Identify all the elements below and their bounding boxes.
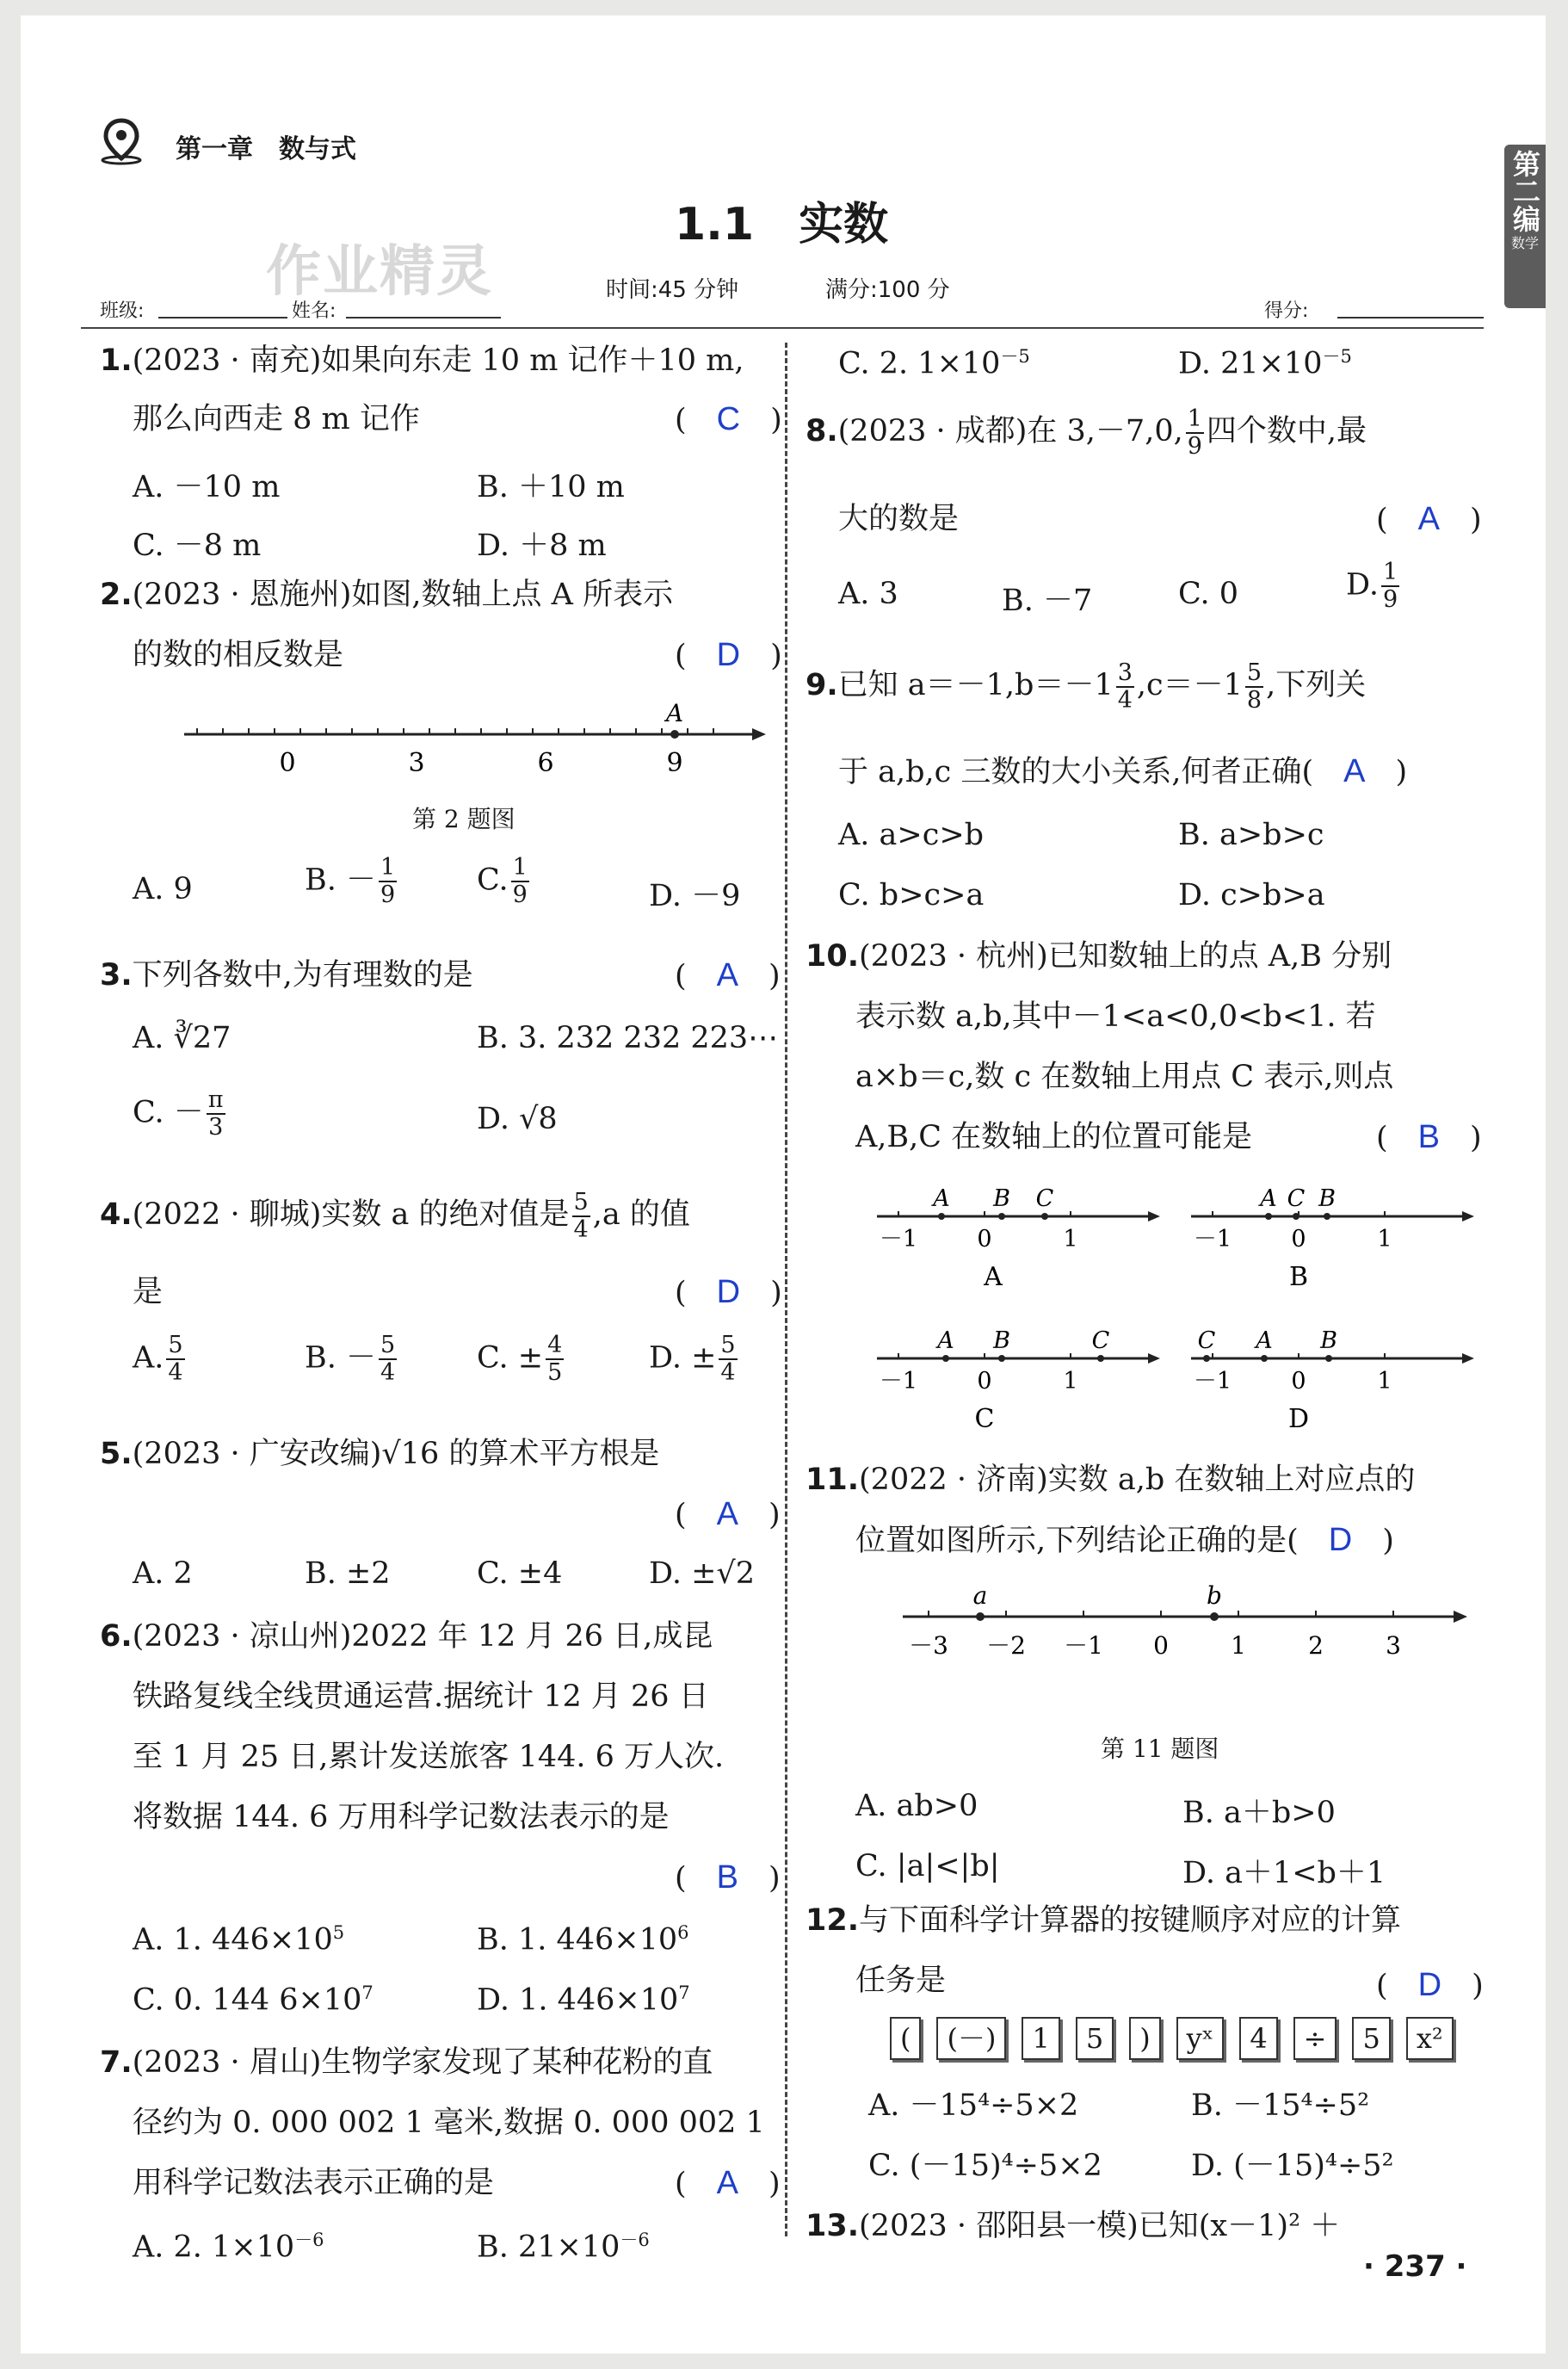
q2-line1: 2.(2023 · 恩施州)如图,数轴上点 A 所表示 bbox=[100, 578, 674, 612]
q10b-point-c: C bbox=[1287, 1185, 1306, 1212]
q10b-tick-1: 1 bbox=[1377, 1226, 1392, 1253]
q9-option-d: D. c>b>a bbox=[1178, 878, 1325, 912]
q11-tick-neg2: －2 bbox=[986, 1631, 1026, 1660]
q1-option-c: C. －8 m bbox=[133, 529, 262, 563]
q10b-tick-0: 0 bbox=[1291, 1226, 1306, 1253]
q1-line2: 那么向西走 8 m 记作 bbox=[133, 402, 420, 436]
q10-option-c-label: C bbox=[974, 1404, 995, 1434]
q7-option-b: B. $21\times 10^{-6}$ bbox=[477, 2230, 650, 2265]
q5-answer: A bbox=[716, 1496, 739, 1532]
q6-option-a: A. 1. $446\times 10^5$ bbox=[133, 1922, 345, 1958]
q5-option-a: A. 2 bbox=[133, 1556, 193, 1591]
q11-figure-caption: 第 11 题图 bbox=[1101, 1735, 1219, 1763]
q7-option-a: A. 2. $1\times 10^{-6}$ bbox=[133, 2230, 324, 2265]
q5-line1: 5.(2023 · 广安改编)√16 的算术平方根是 bbox=[100, 1437, 660, 1471]
q4-option-d: D. ± $\frac{5}{4}$ bbox=[649, 1332, 736, 1386]
q4-answer: D bbox=[716, 1274, 741, 1310]
q2-tick-6: 6 bbox=[537, 748, 554, 778]
q10d-tick-1: 1 bbox=[1377, 1368, 1392, 1395]
q2-answer: D bbox=[716, 637, 741, 673]
q8-line1: 8.(2023 · 成都)在 3,－7,0, $\frac{1}{9}$ 四个数中,最 bbox=[806, 405, 1367, 460]
q8-option-a: A. 3 bbox=[838, 577, 898, 611]
q10a-tick-neg1: －1 bbox=[879, 1226, 918, 1253]
q10d-tick-neg1: －1 bbox=[1193, 1368, 1232, 1395]
q10d-point-c: C bbox=[1197, 1327, 1216, 1354]
q10a-point-a: A bbox=[933, 1185, 950, 1212]
column-divider bbox=[785, 343, 787, 2236]
q12-line1: 12.与下面科学计算器的按键顺序对应的计算 bbox=[806, 1903, 1402, 1938]
q11-tick-neg3: －3 bbox=[909, 1631, 948, 1660]
q10c-point-b: B bbox=[993, 1327, 1010, 1354]
q10-option-a-label: A bbox=[984, 1262, 1003, 1292]
q11-option-d: D. a＋1<b＋1 bbox=[1182, 1856, 1386, 1890]
q2-option-d: D. －9 bbox=[649, 879, 741, 913]
q7-answer-bracket: ( A ) bbox=[675, 2165, 781, 2201]
q10-figure-c bbox=[860, 1315, 1165, 1444]
q12-option-b: B. －15⁴÷5² bbox=[1191, 2088, 1370, 2123]
q11-line2: 位置如图所示,下列结论正确的是( D ) bbox=[855, 1522, 1394, 1558]
q2-option-b: B. － $\frac{1}{9}$ bbox=[305, 854, 396, 908]
q10-figure-d bbox=[1174, 1315, 1484, 1444]
q4-option-c: C. ± $\frac{4}{5}$ bbox=[477, 1332, 563, 1386]
full-score: 满分:100 分 bbox=[825, 277, 950, 303]
q3-answer: A bbox=[716, 957, 739, 993]
q3-answer-bracket: ( A ) bbox=[675, 957, 781, 993]
q10b-point-b: B bbox=[1318, 1185, 1336, 1212]
q10-line4: A,B,C 在数轴上的位置可能是 bbox=[855, 1120, 1253, 1154]
header-rule bbox=[81, 327, 1484, 329]
key-power: yˣ bbox=[1176, 2017, 1225, 2060]
q5-option-b: B. ±2 bbox=[305, 1556, 391, 1591]
q10-option-d-label: D bbox=[1287, 1404, 1310, 1434]
q9-option-a: A. a>c>b bbox=[838, 818, 985, 852]
q4-line1: 4.(2022 · 聊城)实数 a 的绝对值是 $\frac{5}{4}$ ,a 的值 bbox=[100, 1188, 690, 1243]
q6-option-c: C. 0. 144 $6\times 10^7$ bbox=[133, 1982, 373, 2018]
q10d-point-b: B bbox=[1320, 1327, 1337, 1354]
q10b-tick-neg1: －1 bbox=[1193, 1226, 1232, 1253]
q1-option-d: D. ＋8 m bbox=[477, 529, 607, 563]
q13-line1: 13.(2023 · 邵阳县一模)已知(x－1)² ＋ bbox=[806, 2209, 1341, 2243]
q10c-tick-1: 1 bbox=[1063, 1368, 1078, 1395]
q2-figure-caption: 第 2 题图 bbox=[412, 805, 515, 833]
q7-answer: A bbox=[716, 2165, 739, 2201]
q2-answer-bracket: ( D ) bbox=[675, 637, 782, 673]
q2-point-a-label: A bbox=[665, 699, 684, 727]
q3-option-b: B. 3. 232 232 223⋯ bbox=[477, 1021, 779, 1055]
q4-line2: 是 bbox=[133, 1275, 164, 1309]
q12-option-a: A. －15⁴÷5×2 bbox=[868, 2088, 1079, 2123]
q12-key-sequence bbox=[890, 2017, 1469, 2060]
q10b-point-a: A bbox=[1260, 1185, 1277, 1212]
q7-line1: 7.(2023 · 眉山)生物学家发现了某种花粉的直 bbox=[100, 2045, 713, 2080]
key-close-paren: ) bbox=[1129, 2017, 1160, 2060]
q11-line1: 11.(2022 · 济南)实数 a,b 在数轴上对应点的 bbox=[806, 1463, 1416, 1497]
q6-option-d: D. 1. $446\times 10^7$ bbox=[477, 1982, 690, 2018]
side-tab-label: 第二编 bbox=[1509, 150, 1541, 232]
q8-option-b: B. －7 bbox=[1002, 584, 1093, 618]
class-label: 班级: bbox=[100, 300, 145, 322]
q11-tick-neg1: －1 bbox=[1064, 1631, 1103, 1660]
q10a-tick-0: 0 bbox=[977, 1226, 992, 1253]
q9-answer: A bbox=[1343, 753, 1366, 789]
q1-answer: C bbox=[716, 401, 741, 437]
q2-option-c: C. $\frac{1}{9}$ bbox=[477, 854, 528, 908]
q10d-point-a: A bbox=[1256, 1327, 1273, 1354]
q11-option-a: A. ab>0 bbox=[855, 1789, 978, 1823]
q5-option-c: C. ±4 bbox=[477, 1556, 563, 1591]
q2-line2: 的数的相反数是 bbox=[133, 638, 344, 672]
score-label: 得分: bbox=[1264, 300, 1309, 322]
q10-figure-a bbox=[873, 1173, 1165, 1302]
q3-option-c: C. － $\frac{\pi}{3}$ bbox=[133, 1086, 224, 1141]
q3-line1: 3.下列各数中,为有理数的是 bbox=[100, 958, 473, 993]
q6-line2: 铁路复线全线贯通运营.据统计 12 月 26 日 bbox=[133, 1679, 709, 1714]
q10-answer-bracket: ( B ) bbox=[1376, 1119, 1482, 1155]
q11-tick-0: 0 bbox=[1153, 1631, 1169, 1660]
q8-answer: A bbox=[1417, 501, 1441, 537]
q12-line2: 任务是 bbox=[855, 1964, 947, 1998]
score-blank[interactable] bbox=[1337, 317, 1484, 319]
q10-line3: a×b＝c,数 c 在数轴上用点 C 表示,则点 bbox=[855, 1060, 1394, 1094]
q7-option-c: C. 2. $1\times 10^{-5}$ bbox=[838, 346, 1030, 381]
q12-option-d: D. (－15)⁴÷5² bbox=[1191, 2149, 1394, 2183]
q8-option-c: C. 0 bbox=[1178, 577, 1239, 611]
q9-line2: 于 a,b,c 三数的大小关系,何者正确( A ) bbox=[838, 753, 1408, 789]
q11-point-b-label: b bbox=[1207, 1581, 1222, 1610]
q12-option-c: C. (－15)⁴÷5×2 bbox=[868, 2149, 1102, 2183]
q10c-point-a: A bbox=[937, 1327, 954, 1354]
q6-answer: B bbox=[716, 1859, 739, 1896]
side-tab bbox=[1504, 145, 1546, 308]
q6-line4: 将数据 144. 6 万用科学记数法表示的是 bbox=[133, 1800, 670, 1834]
q10-answer: B bbox=[1417, 1119, 1441, 1155]
section-title: 1.1 实数 bbox=[675, 199, 889, 251]
q2-option-a: A. 9 bbox=[133, 872, 193, 906]
q7-line2: 径约为 0. 000 002 1 毫米,数据 0. 000 002 1 bbox=[133, 2106, 765, 2140]
q7-option-d: D. $21\times 10^{-5}$ bbox=[1178, 346, 1352, 381]
q8-line2: 大的数是 bbox=[838, 502, 960, 536]
q8-option-d: D. $\frac{1}{9}$ bbox=[1346, 559, 1398, 613]
location-pin-icon bbox=[100, 117, 143, 165]
side-tab-subject: 数学 bbox=[1510, 235, 1539, 251]
q3-option-d: D. √8 bbox=[477, 1102, 558, 1136]
key-negative: (－) bbox=[936, 2017, 1006, 2060]
key-4: 4 bbox=[1239, 2017, 1277, 2060]
q10-line2: 表示数 a,b,其中－1<a<0,0<b<1. 若 bbox=[855, 999, 1376, 1034]
class-blank[interactable] bbox=[158, 317, 287, 319]
name-blank[interactable] bbox=[346, 317, 501, 319]
q5-option-d: D. ±√2 bbox=[649, 1556, 755, 1591]
q10c-point-c: C bbox=[1091, 1327, 1110, 1354]
q11-option-c: C. |a|<|b| bbox=[855, 1849, 1000, 1883]
key-divide: ÷ bbox=[1293, 2017, 1337, 2060]
q10c-tick-neg1: －1 bbox=[879, 1368, 918, 1395]
q1-option-b: B. ＋10 m bbox=[477, 470, 625, 504]
q4-option-b: B. － $\frac{5}{4}$ bbox=[305, 1332, 396, 1386]
chapter-title: 第一章 数与式 bbox=[176, 134, 356, 164]
q10-line1: 10.(2023 · 杭州)已知数轴上的点 A,B 分别 bbox=[806, 939, 1392, 974]
watermark: 作业精灵 bbox=[266, 240, 493, 304]
q2-tick-9: 9 bbox=[666, 748, 683, 778]
q11-number-line bbox=[886, 1578, 1479, 1673]
key-square: x² bbox=[1406, 2017, 1454, 2060]
q12-answer-bracket: ( D ) bbox=[1376, 1967, 1484, 2003]
q10a-point-b: B bbox=[993, 1185, 1010, 1212]
time-limit: 时间:45 分钟 bbox=[606, 277, 739, 303]
q8-answer-bracket: ( A ) bbox=[1376, 501, 1482, 537]
q5-answer-bracket: ( A ) bbox=[675, 1496, 781, 1532]
q11-point-a-label: a bbox=[972, 1581, 988, 1610]
q11-answer: D bbox=[1328, 1522, 1353, 1558]
q11-tick-3: 3 bbox=[1386, 1631, 1401, 1660]
q11-option-b: B. a＋b>0 bbox=[1182, 1796, 1336, 1830]
q2-number-line bbox=[167, 696, 769, 782]
q6-line3: 至 1 月 25 日,累计发送旅客 144. 6 万人次. bbox=[133, 1740, 725, 1774]
q10d-tick-0: 0 bbox=[1291, 1368, 1306, 1395]
q4-answer-bracket: ( D ) bbox=[675, 1274, 782, 1310]
q1-option-a: A. －10 m bbox=[133, 470, 281, 504]
q2-point-a-dot bbox=[670, 730, 679, 739]
q6-answer-bracket: ( B ) bbox=[675, 1859, 781, 1896]
q9-option-c: C. b>c>a bbox=[838, 878, 985, 912]
q7-line3: 用科学记数法表示正确的是 bbox=[133, 2166, 495, 2200]
q9-line1: 9.已知 a＝－1,b＝－1 $\frac{3}{4}$ ,c＝－1 $\frac{5}{8}$ ,下列关 bbox=[806, 659, 1367, 714]
q11-tick-1: 1 bbox=[1231, 1631, 1246, 1660]
key-5: 5 bbox=[1076, 2017, 1114, 2060]
q10a-tick-1: 1 bbox=[1063, 1226, 1078, 1253]
q9-option-b: B. a>b>c bbox=[1178, 818, 1324, 852]
page bbox=[21, 15, 1546, 2354]
q6-line1: 6.(2023 · 凉山州)2022 年 12 月 26 日,成昆 bbox=[100, 1619, 713, 1654]
q10c-tick-0: 0 bbox=[977, 1368, 992, 1395]
page-number: · 237 · bbox=[1363, 2249, 1467, 2284]
q12-answer: D bbox=[1417, 1967, 1442, 2003]
q4-option-a: A. $\frac{5}{4}$ bbox=[133, 1332, 183, 1386]
q10-option-b-label: B bbox=[1288, 1262, 1309, 1292]
q2-tick-3: 3 bbox=[408, 748, 425, 778]
key-5b: 5 bbox=[1352, 2017, 1390, 2060]
q2-tick-0: 0 bbox=[279, 748, 296, 778]
q10-figure-b bbox=[1174, 1173, 1484, 1302]
q3-option-a: A. ∛27 bbox=[133, 1021, 231, 1055]
q1-line1: 1.(2023 · 南充)如果向东走 10 m 记作＋10 m, bbox=[100, 343, 744, 378]
q10a-point-c: C bbox=[1035, 1185, 1054, 1212]
q1-answer-bracket: ( C ) bbox=[675, 401, 782, 437]
q11-tick-2: 2 bbox=[1308, 1631, 1324, 1660]
key-1: 1 bbox=[1022, 2017, 1059, 2060]
name-label: 姓名: bbox=[292, 300, 336, 322]
key-open-paren: ( bbox=[890, 2017, 921, 2060]
q6-option-b: B. 1. $446\times 10^6$ bbox=[477, 1922, 689, 1958]
